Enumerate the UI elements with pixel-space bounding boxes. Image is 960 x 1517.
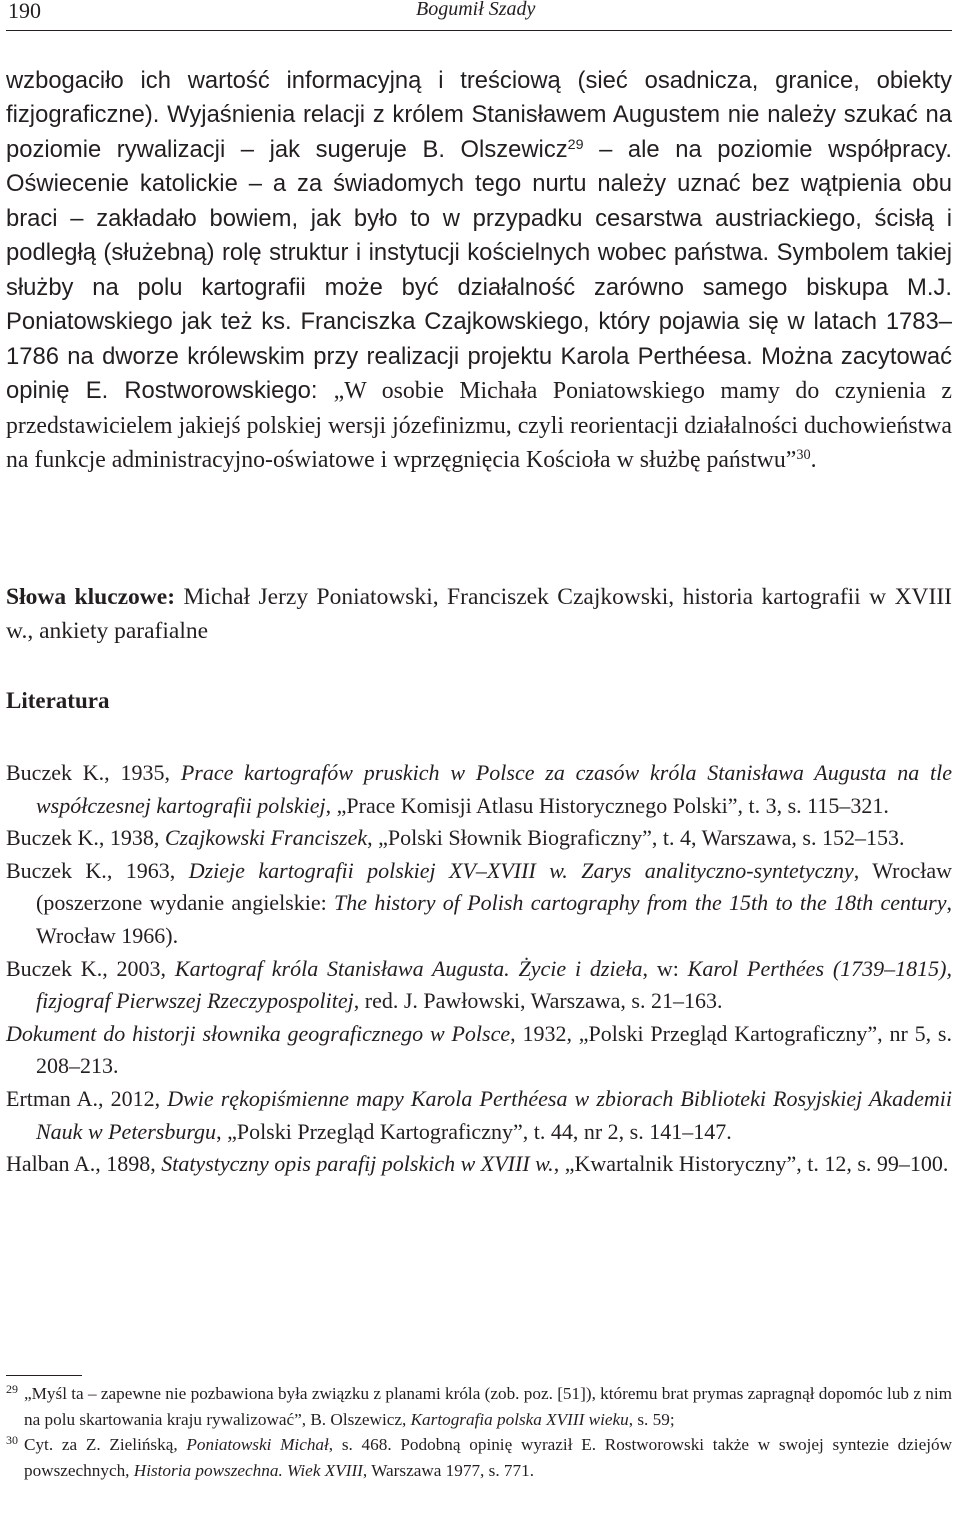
footnote-text-mid: , s. 468. Podobną opinię wyraził E. Rostworowski także w swojej syntezie dziejów powszechnych, bbox=[24, 1435, 952, 1480]
ref-details: , „Polski Słownik Biograficzny”, t. 4, Warszawa, s. 152–153. bbox=[367, 825, 905, 851]
body-text-part-2: – ale na poziomie współpracy. Oświecenie katolickie – a za świadomych tego nurtu należy uznać bez wątpienia obu braci – zakładało bowiem, jak było to w przypadku cesarstwa austriackiego, ścisłą i podległą (służebną) rolę struktur i instytucji kościelnych wobec państwa. Symbolem takiej służby na polu kartografii może być działalność zarówno samego biskupa M.J. Poniatowskiego jak też ks. Franciszka Czajkowskiego, który pojawia się w latach 1783–1786 na dworze królewskim przy realizacji projektu Karola Perthéesa. Można zacytować opinię E. Rostworowskiego: bbox=[6, 135, 952, 405]
quotation: „W osobie Michała Poniatowskiego mamy do czynienia z przedstawicielem jakiejś polskiej wersji józefinizmu, czyli reorientacji działalności duchowieństwa na funkcje administracyjno-oświatowe i wprzęgnięcia Kościoła w służbę państwu” bbox=[6, 378, 952, 473]
reference-item bbox=[6, 953, 952, 1018]
ref-year: , 1938, bbox=[98, 825, 165, 851]
footnote-number: 30 bbox=[6, 1433, 18, 1448]
ref-details: , 1932, „Polski Przegląd Kartograficzny”, nr 5, s. 208–213. bbox=[36, 1020, 952, 1079]
reference-item bbox=[6, 757, 952, 822]
page-header bbox=[6, 0, 952, 31]
ref-year: , 1963, bbox=[106, 857, 189, 883]
footnote-ref-29[interactable]: 29 bbox=[567, 137, 584, 154]
footnote-title-2: Historia powszechna. Wiek XVIII bbox=[133, 1460, 363, 1480]
ref-author: Buczek K. bbox=[6, 857, 107, 883]
ref-details-end: , Wrocław 1966). bbox=[36, 890, 952, 948]
footnote-text: Cyt. za Z. Zielińską, bbox=[24, 1435, 187, 1455]
ref-title: Prace kartografów pruskich w Polsce za czasów króla Stanisława Augusta na tle współczesnej kartografii polskiej bbox=[36, 760, 953, 818]
footnote-title: Kartografia polska XVIII wieku bbox=[410, 1409, 629, 1429]
body-paragraph bbox=[6, 64, 952, 477]
reference-item bbox=[6, 855, 952, 953]
ref-year: , 2003, bbox=[102, 955, 175, 981]
ref-volume-title: Karol Perthées (1739–1815), fizjograf Pierwszej Rzeczypospolitej bbox=[36, 955, 953, 1014]
ref-title: Kartograf króla Stanisława Augusta. Życie i dzieła bbox=[174, 955, 643, 981]
keywords-label: Słowa kluczowe: bbox=[6, 584, 176, 610]
keywords bbox=[6, 580, 952, 648]
ref-year: , 2012, bbox=[98, 1085, 168, 1111]
ref-title: Czajkowski Franciszek bbox=[164, 825, 368, 851]
ref-author: Halban A. bbox=[6, 1151, 96, 1177]
ref-author: Buczek K. bbox=[6, 760, 105, 785]
literature-heading: Literatura bbox=[6, 688, 110, 713]
footnote-30 bbox=[6, 1432, 952, 1483]
ref-details: , „Polski Przegląd Kartograficzny”, t. 44, nr 2, s. 141–147. bbox=[216, 1118, 732, 1144]
ref-title-english: The history of Polish cartography from the 15th to the 18th century bbox=[334, 890, 947, 916]
keywords-text: Michał Jerzy Poniatowski, Franciszek Czajkowski, historia kartografii w XVIII w., ankiety parafialne bbox=[6, 584, 952, 644]
ref-details: , Wrocław (poszerzone wydanie angielskie: bbox=[36, 857, 953, 916]
running-head: Bogumił Szady bbox=[416, 0, 536, 20]
ref-details-end: , red. J. Pawłowski, Warszawa, s. 21–163. bbox=[353, 988, 723, 1014]
ref-author: Buczek K. bbox=[6, 955, 103, 981]
ref-title: Dwie rękopiśmienne mapy Karola Perthéesa w zbiorach Biblioteki Rosyjskiej Akademii Nauk w Petersburgu bbox=[36, 1085, 953, 1144]
footnote-29 bbox=[6, 1381, 952, 1432]
reference-list bbox=[6, 757, 952, 1181]
footnote-ref-30[interactable]: 30 bbox=[796, 447, 811, 464]
footnote-text-end: , Warszawa 1977, s. 771. bbox=[362, 1460, 535, 1480]
ref-author: Buczek K. bbox=[6, 825, 99, 851]
ref-year: , 1898, bbox=[95, 1151, 162, 1177]
reference-item bbox=[6, 1148, 952, 1181]
ref-title: Dzieje kartografii polskiej XV–XVIII w. Zarys analityczno-syntetyczny bbox=[188, 857, 854, 883]
page-number: 190 bbox=[8, 0, 41, 23]
footnote-number: 29 bbox=[6, 1382, 18, 1396]
ref-title: Statystyczny opis parafij polskich w XVIII w. bbox=[161, 1151, 554, 1177]
footnote-title: Poniatowski Michał bbox=[186, 1435, 329, 1455]
footnote-divider bbox=[6, 1375, 82, 1376]
footnote-text: „Myśl ta – zapewne nie pozbawiona była związku z planami króla (zob. poz. [51]), któremu brat prymas zapragnął dopomóc lub z nim na polu skartowania kraju rywalizować”, B. Olszewicz, bbox=[24, 1384, 952, 1429]
footnote-text-end: , s. 59; bbox=[628, 1409, 675, 1429]
ref-title: Dokument do historji słownika geograficznego w Polsce bbox=[6, 1020, 511, 1046]
ref-details: , „Kwartalnik Historyczny”, t. 12, s. 99–100. bbox=[553, 1151, 949, 1177]
body-text-part-1: wzbogaciło ich wartość informacyjną i treściową (sieć osadnicza, granice, obiekty fizjograficzne). Wyjaśnienia relacji z królem Stanisławem Augustem nie należy szukać na poziomie rywalizacji – jak sugeruje B. Olszewicz bbox=[6, 67, 952, 163]
reference-item bbox=[6, 1083, 952, 1148]
body-text-end: . bbox=[810, 446, 817, 473]
ref-year: , 1935, bbox=[104, 760, 181, 785]
ref-author: Ertman A. bbox=[6, 1085, 99, 1111]
footnotes bbox=[6, 1381, 952, 1483]
ref-details: , w: bbox=[642, 955, 688, 981]
ref-details: , „Prace Komisji Atlasu Historycznego Polski”, t. 3, s. 115–321. bbox=[325, 792, 889, 818]
reference-item bbox=[6, 822, 952, 855]
reference-item bbox=[6, 1018, 952, 1083]
